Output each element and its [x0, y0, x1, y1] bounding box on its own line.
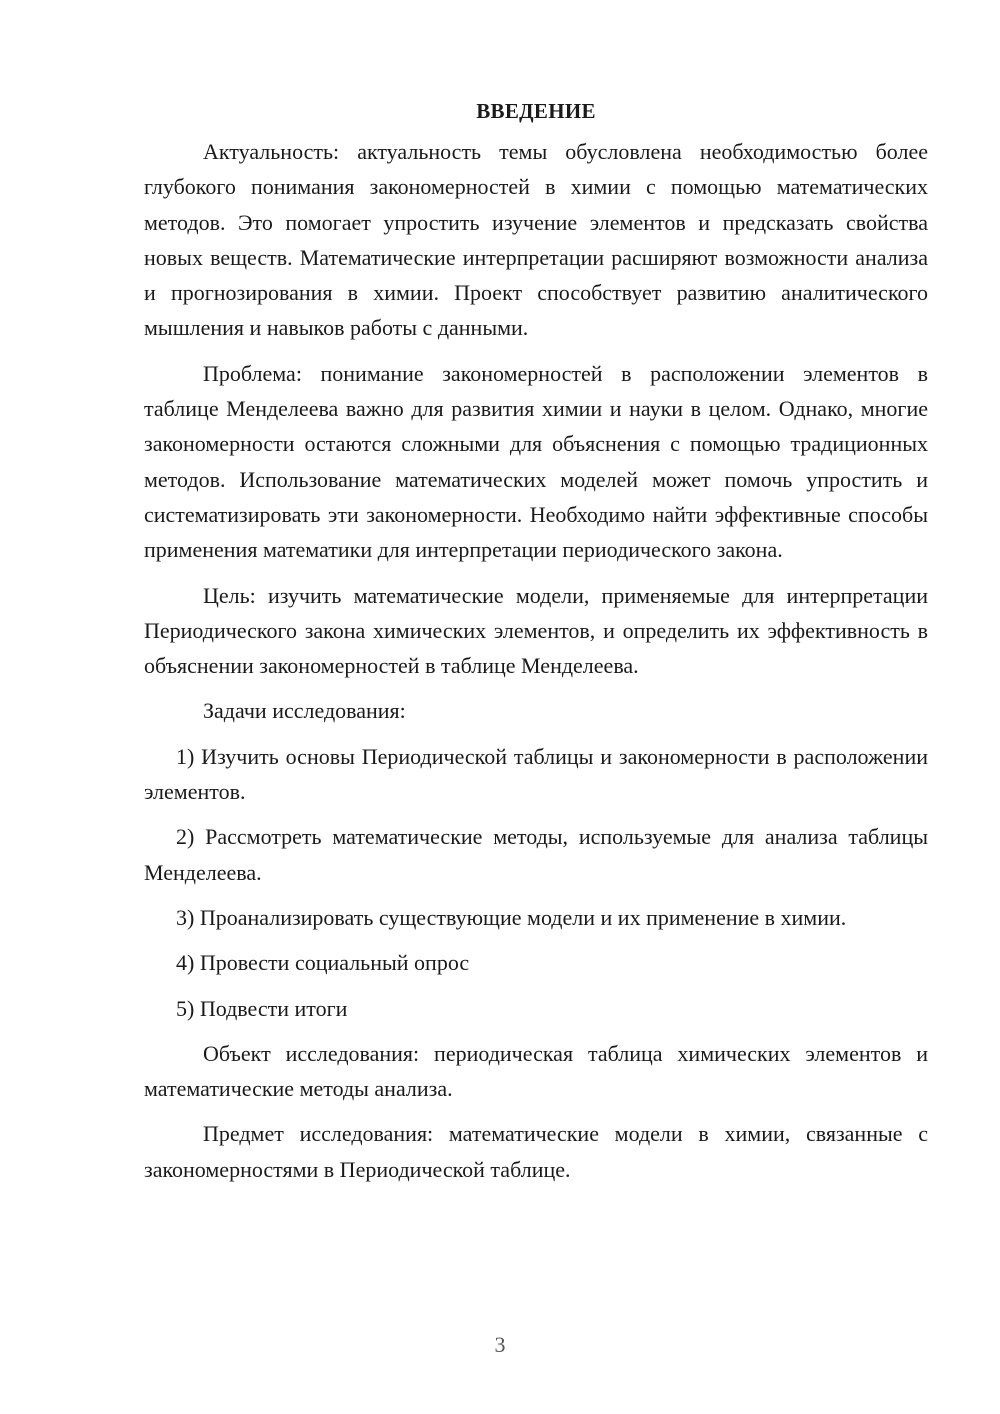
task-item: 3) Проанализировать существующие модели и их применение в химии.: [176, 904, 847, 930]
page-number: 3: [494, 1332, 506, 1357]
paragraph-relevance: Актуальность: актуальность темы обусловлена необходимостью более глубокого понимания закономерностей в химии с помощью математических методов. Это помогает упростить изучение элементов и предсказать свойства новых веществ. Математические интерпретации расширяют возможности анализа и прогнозирования в химии. Проект способствует развитию аналитического мышления и навыков работы с данными.: [144, 139, 928, 341]
section-title: ВВЕДЕНИЕ: [476, 99, 596, 123]
document-page: [144, 96, 928, 1197]
task-item: 2) Рассмотреть математические методы, используемые для анализа таблицы Менделеева.: [144, 824, 928, 885]
paragraph-object: Объект исследования: периодическая таблица химических элементов и математические методы анализа.: [144, 1040, 928, 1102]
paragraph-problem: Проблема: понимание закономерностей в расположении элементов в таблице Менделеева важно для развития химии и науки в целом. Однако, многие закономерности остаются сложными для объяснения с помощью традиционных методов. Использование математических моделей может помочь упростить и систематизировать эти закономерности. Необходимо найти эффективные способы применения математики для интерпретации периодического закона.: [144, 360, 928, 563]
tasks-heading: Задачи исследования:: [203, 698, 406, 724]
task-item: 5) Подвести итоги: [176, 995, 348, 1021]
task-item: 1) Изучить основы Периодической таблицы и закономерности в расположении элементов.: [144, 743, 928, 805]
paragraph-goal: Цель: изучить математические модели, применяемые для интерпретации Периодического закона химических элементов, и определить их эффективность в объяснении закономерностей в таблице Менделеева.: [144, 582, 928, 679]
task-item: 4) Провести социальный опрос: [176, 950, 470, 976]
paragraph-subject: Предмет исследования: математические модели в химии, связанные с закономерностями в Периодической таблице.: [144, 1121, 928, 1182]
